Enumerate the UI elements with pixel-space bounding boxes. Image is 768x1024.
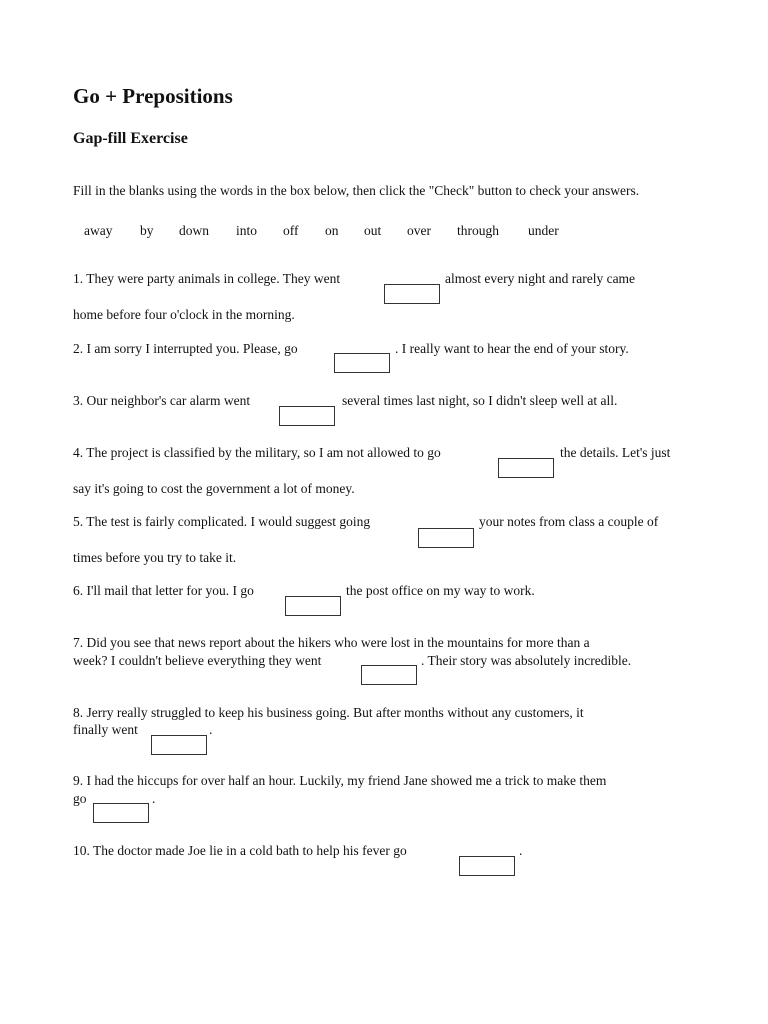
question-text: the details. Let's just (560, 445, 671, 460)
question-text: your notes from class a couple of (479, 514, 659, 529)
answer-input-4[interactable] (498, 458, 554, 478)
question-text: 8. Jerry really struggled to keep his business going. But after months without any customers, it (73, 705, 584, 720)
word-box-item: by (140, 223, 154, 238)
question-text: 5. The test is fairly complicated. I would suggest going (73, 514, 371, 529)
word-box-item: off (283, 223, 299, 238)
question-text: almost every night and rarely came (445, 271, 636, 286)
question-text: 10. The doctor made Joe lie in a cold bath to help his fever go (73, 843, 407, 858)
question-text: 6. I'll mail that letter for you. I go (73, 583, 254, 598)
answer-input-6[interactable] (285, 596, 341, 616)
answer-input-7[interactable] (361, 665, 417, 685)
answer-input-3[interactable] (279, 406, 335, 426)
question-text: 9. I had the hiccups for over half an hour. Luckily, my friend Jane showed me a trick to make them (73, 773, 607, 788)
word-box-item: out (364, 223, 382, 238)
question-text: finally went (73, 722, 138, 737)
question-text: times before you try to take it. (73, 550, 237, 565)
answer-input-10[interactable] (459, 856, 515, 876)
question-text: . (519, 843, 523, 858)
question-text: . (152, 791, 156, 806)
question-text: . I really want to hear the end of your story. (395, 341, 629, 356)
question-text: 2. I am sorry I interrupted you. Please, go (73, 341, 298, 356)
question-text: the post office on my way to work. (346, 583, 535, 598)
word-box-item: on (325, 223, 339, 238)
word-box-item: away (84, 223, 113, 238)
answer-input-8[interactable] (151, 735, 207, 755)
exercise-subtitle: Gap-fill Exercise (73, 130, 188, 147)
question-text: 3. Our neighbor's car alarm went (73, 393, 251, 408)
answer-input-1[interactable] (384, 284, 440, 304)
question-text: . Their story was absolutely incredible. (421, 653, 632, 668)
word-box-item: over (407, 223, 431, 238)
question-text: home before four o'clock in the morning. (73, 307, 295, 322)
answer-input-2[interactable] (334, 353, 390, 373)
word-box-item: through (457, 223, 499, 238)
word-box-item: under (528, 223, 559, 238)
question-text: say it's going to cost the government a lot of money. (73, 481, 355, 496)
question-text: 4. The project is classified by the military, so I am not allowed to go (73, 445, 441, 460)
page-title: Go + Prepositions (73, 84, 233, 108)
answer-input-5[interactable] (418, 528, 474, 548)
answer-input-9[interactable] (93, 803, 149, 823)
question-text: several times last night, so I didn't sleep well at all. (342, 393, 618, 408)
question-text: go (73, 791, 87, 806)
question-text: 7. Did you see that news report about the hikers who were lost in the mountains for more than a (73, 635, 590, 650)
word-box-item: into (236, 223, 258, 238)
question-text: 1. They were party animals in college. They went (73, 271, 341, 286)
word-box-item: down (179, 223, 209, 238)
instructions-text: Fill in the blanks using the words in the box below, then click the "Check" button to check your answers. (73, 183, 640, 198)
question-text: week? I couldn't believe everything they went (73, 653, 322, 668)
question-text: . (209, 722, 213, 737)
